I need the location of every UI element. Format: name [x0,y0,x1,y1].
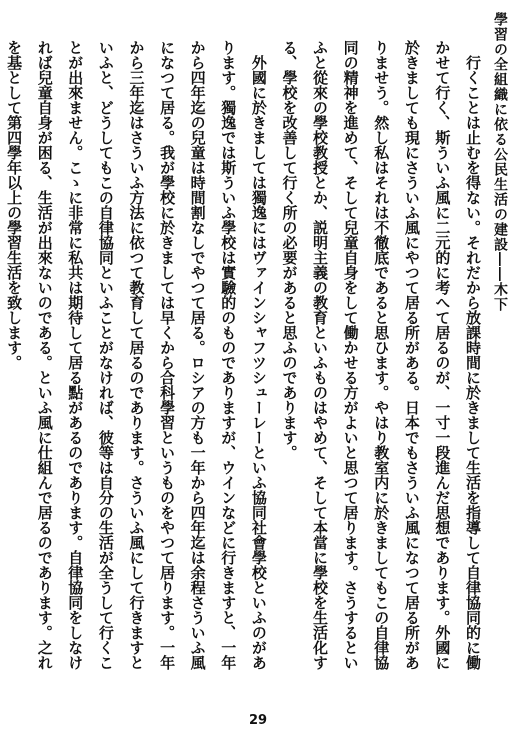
body-text [5,40,488,680]
paragraph: 外國に於きましては獨逸にはヴァインシャフツシューレーといふ協同社會學校といふのがあります。獨逸では斯ういふ學校は實驗的のものでありますが、ウインなどに行きますと、一年から四年迄の兒童は時間割なしでやつて居る。ロシアの方も一年から四年迄は余程さういふ風になつて居る。我が學校に於きましては早くから合科學習というものをやつて居ります。一年から三年迄はさういふ方法に依つて教育して居るのであります。さういふ風にして行きますといふと、どうしてもこの自律協同といふことがなければ、彼等は自分の生活が全うして行くことが出來ません。こゝに非常に私共は期待して居る點があるのであります。自律協同をしなければ兒童自身が困る、生活が出來ないのである。といふ風に仕組んで居るのであります。之れを基として第四學年以上の學習生活を致します。 [5,40,268,670]
paragraph: 行くことは止むを得ない。それだから放課時間に於きまして生活を指導して自律協同的に働かせて行く、斯ういふ風に二元的に考へて居るのが、一寸一段進んだ思想であります。外國に於きましても現にさういふ風にやつて居る所がある。日本でもさういふ風になつて居る所がありませう。然し私はそれは不徹底であると思ひます。やはり教室内に於きましてもこの自律協同の精神を進めて、そして兒童自身をして働かせる方がよいと思つて居ります。さうするといふと從來の學校教授とか、説明主義の教育といふものはやめて、そして本當に學校を生活化する、學校を改善して行く所の必要があると思ふのであります。 [280,40,482,670]
running-head-title: 學習の全組織に依る公民生活の建設――木下 [492,12,508,312]
page-number: 29 [248,713,268,728]
